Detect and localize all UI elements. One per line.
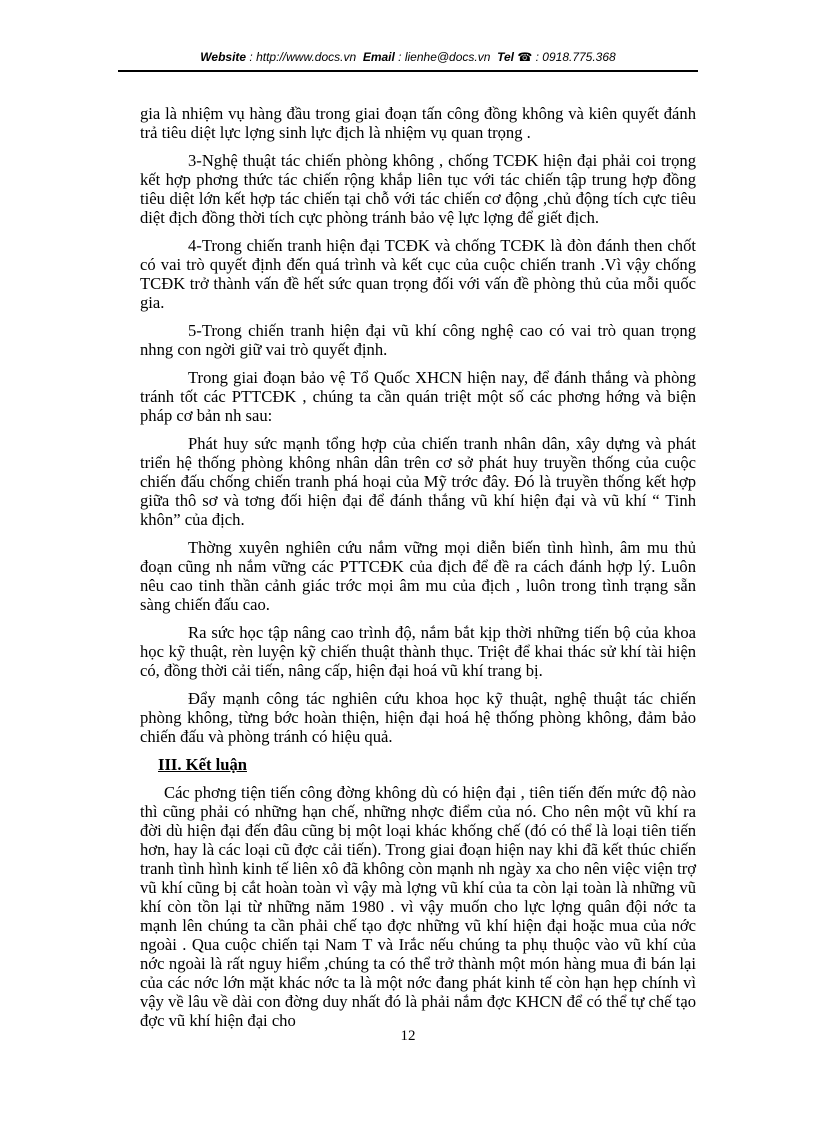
website-value[interactable]: : http://www.docs.vn xyxy=(249,50,357,64)
header-divider xyxy=(118,70,698,72)
email-value[interactable]: : lienhe@docs.vn xyxy=(398,50,491,64)
paragraph-measure-4: Đẩy mạnh công tác nghiên cứu khoa học kỹ thuật, nghệ thuật tác chiến phòng không, từng bớc hoàn thiện, hiện đại hoá hệ thống phòng không, đảm bảo chiến đấu và phòng tránh có hiệu quả. xyxy=(140,689,696,746)
document-body xyxy=(140,104,696,1030)
paragraph-continuation: gia là nhiệm vụ hàng đầu trong giai đoạn tấn công đồng không và kiên quyết đánh trả tiêu diệt lực lợng sinh lực địch là nhiệm vụ quan trọng . xyxy=(140,104,696,142)
conclusion-paragraph: Các phơng tiện tiến công đờng không dù có hiện đại , tiên tiến đến mức độ nào thì cũng phải có những hạn chế, những nhợc điểm của nó. Cho nên một vũ khí ra đời dù hiện đại đến đâu cũng bị một loại khác khống chế (đó có thể là loại tiên tiến hơn, hay là các loại cũ đợc cải tiến). Trong giai đoạn hiện nay khi đã kết thúc chiến tranh tình hình kinh tế liên xô đã không còn mạnh nh ngày xa cho nên việc viện trợ vũ khí cũng bị cắt hoàn toàn vì vậy mà lợng vũ khí của ta còn lại toàn là những vũ khí còn tồn lại từ những năm 1980 . vì vậy muốn cho lực lợng quân đội nớc ta mạnh lên chúng ta cần phải chế tạo đợc những vũ khí hiện đại hoặc mua của nớc ngoài . Qua cuộc chiến tại Nam T và Irắc nếu chúng ta phụ thuộc vào vũ khí của nớc ngoài là rất nguy hiểm ,chúng ta có thể trở thành một món hàng mua đi bán lại của các nớc lớn mặt khác nớc ta là một nớc đang phát kinh tế còn hạn hẹp chính vì vậy về lâu về dài con đờng duy nhất đó là phải nắm đợc KHCN để có thể tự chế tạo đợc vũ khí hiện đại cho xyxy=(140,783,696,1030)
paragraph-point-3: 3-Nghệ thuật tác chiến phòng không , chống TCĐK hiện đại phải coi trọng kết hợp phơng thức tác chiến rộng khắp liên tục với tác chiến tập trung hợp đồng tiêu diệt lớn kết hợp tác chiến tại chỗ với tác chiến cơ động ,chủ động tích cực tiêu diệt địch đồng thời tích cực phòng tránh bảo vệ lực lợng để giết địch. xyxy=(140,151,696,227)
paragraph-intro-measures: Trong giai đoạn bảo vệ Tổ Quốc XHCN hiện nay, để đánh thắng và phòng tránh tốt các PTTCĐK , chúng ta cần quán triệt một số các phơng hớng và biện pháp cơ bản nh sau: xyxy=(140,368,696,425)
paragraph-measure-3: Ra sức học tập nâng cao trình độ, nắm bắt kịp thời những tiến bộ của khoa học kỹ thuật, rèn luyện kỹ chiến thuật thành thục. Triệt để khai thác sử khí tài hiện có, đồng thời cải tiến, nâng cấp, hiện đại hoá vũ khí trang bị. xyxy=(140,623,696,680)
website-label: Website xyxy=(200,50,247,64)
email-label: Email xyxy=(362,50,395,64)
paragraph-point-4: 4-Trong chiến tranh hiện đại TCĐK và chống TCĐK là đòn đánh then chốt có vai trò quyết định đến quá trình và kết cục của cuộc chiến tranh .Vì vậy chống TCĐK trở thành vấn đề hết sức quan trọng đối với vấn đề phòng thủ của mỗi quốc gia. xyxy=(140,236,696,312)
page-number: 12 xyxy=(400,1028,416,1044)
phone-icon: ☎ xyxy=(517,50,533,64)
conclusion-heading: III. Kết luận xyxy=(158,755,247,774)
tel-value: : 0918.775.368 xyxy=(535,50,616,64)
paragraph-point-5: 5-Trong chiến tranh hiện đại vũ khí công nghệ cao có vai trò quan trọng nhng con ngời giữ vai trò quyết định. xyxy=(140,321,696,359)
paragraph-measure-1: Phát huy sức mạnh tổng hợp của chiến tranh nhân dân, xây dựng và phát triển hệ thống phòng không nhân dân trên cơ sở phát huy truyền thống của cuộc chiến đấu chống chiến tranh phá hoại của Mỹ trớc đây. Đó là truyền thống kết hợp giữa thô sơ và tơng đối hiện đại để đánh thắng vũ khí hiện đại và vũ khí “ Tinh khôn” của địch. xyxy=(140,434,696,529)
tel-label: Tel xyxy=(497,50,514,64)
paragraph-measure-2: Thờng xuyên nghiên cứu nắm vững mọi diễn biến tình hình, âm mu thủ đoạn cũng nh nắm vững các PTTCĐK của địch để đề ra cách đánh hợp lý. Luôn nêu cao tinh thần cảnh giác trớc mọi âm mu của địch , luôn trong tình trạng sẵn sàng chiến đấu cao. xyxy=(140,538,696,614)
page-header xyxy=(0,50,816,64)
